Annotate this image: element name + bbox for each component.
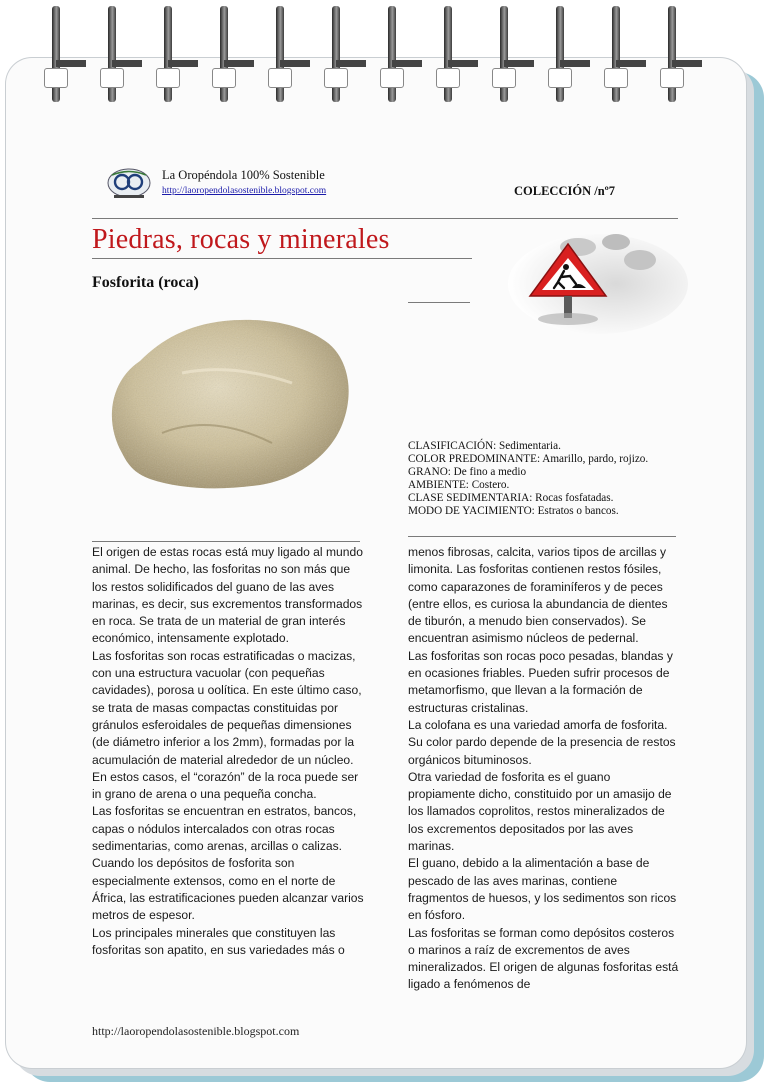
property-environment: AMBIENTE: Costero.	[408, 479, 510, 491]
spiral-ring	[440, 6, 454, 102]
column2-divider	[408, 536, 676, 537]
paragraph: Las fosforitas se forman como depósitos costeros o marinos a raíz de excrementos de aves mineralizados. El origen de algunas fosforitas está ligado a fenómenos de	[408, 925, 679, 992]
paragraph: Las fosforitas son rocas poco pesadas, blandas y en ocasiones friables. Pueden sufrir procesos de metamorfismo, que llevan a la formación de estructuras cristalinas.	[408, 648, 673, 715]
collection-number: COLECCIÓN /nº7	[514, 184, 616, 198]
body-column-right	[408, 544, 680, 994]
spiral-ring	[216, 6, 230, 102]
paragraph: Otra variedad de fosforita es el guano propiamente dicho, constituido por un amasijo de los llamados coprolitos, restos mineralizados de los excrementos depositados por las aves marinas.	[408, 769, 672, 854]
footer-url: http://laoropendolasostenible.blogspot.com	[92, 1024, 300, 1038]
paragraph: El guano, debido a la alimentación a base de pescado de las aves marinas, contiene fragmentos de huesos, y los sedimentos son ricos en fósforo.	[408, 856, 677, 923]
column1-divider	[92, 541, 360, 542]
spiral-ring	[272, 6, 286, 102]
paragraph: Los principales minerales que constituyen las fosforitas son apatito, en sus variedades más o	[92, 925, 345, 957]
spiral-ring	[104, 6, 118, 102]
spiral-ring	[48, 6, 62, 102]
spiral-binding	[0, 0, 768, 110]
oropendola-logo-icon	[104, 166, 154, 202]
spiral-ring	[608, 6, 622, 102]
page-title: Piedras, rocas y minerales	[92, 224, 390, 255]
spiral-ring	[328, 6, 342, 102]
rock-properties	[408, 440, 688, 518]
header-divider	[92, 218, 678, 219]
property-color: COLOR PREDOMINANTE: Amarillo, pardo, rojizo.	[408, 453, 649, 465]
spiral-ring	[664, 6, 678, 102]
brand-url-link[interactable]: http://laoropendolasostenible.blogspot.com	[162, 186, 327, 196]
rock-name: Fosforita (roca)	[92, 274, 199, 291]
spiral-ring	[384, 6, 398, 102]
title-divider	[92, 258, 472, 259]
spiral-ring	[552, 6, 566, 102]
paragraph: El origen de estas rocas está muy ligado al mundo animal. De hecho, las fosforitas no son más que los restos solidificados del guano de las aves marinas, es decir, sus excrementos transformados en roca. Se trata de un material de gran interés económico, intensamente explotado.	[92, 545, 363, 646]
paragraph: Las fosforitas son rocas estratificadas o macizas, con una estructura vacuolar (con pequeñas cavidades), porosa u oolítica. En este último caso, se trata de masas compactas constituidas por gránulos esferoidales de pequeñas dimensiones (de diámetro inferior a los 2mm), formadas por la acumulación de material alrededor de un núcleo. En estos casos, el “corazón” de la roca puede ser in grano de arena o una pequeña concha.	[92, 648, 362, 802]
property-grain: GRANO: De fino a medio	[408, 466, 527, 478]
spiral-ring	[496, 6, 510, 102]
body-column-left	[92, 544, 364, 959]
short-divider	[408, 302, 470, 303]
roadwork-sign-icon	[468, 222, 688, 340]
document-header	[104, 160, 684, 220]
phosphorite-rock-image	[92, 303, 360, 493]
property-deposit-mode: MODO DE YACIMIENTO: Estratos o bancos.	[408, 505, 619, 517]
brand-name: La Oropéndola 100% Sostenible	[162, 168, 325, 182]
spiral-ring	[160, 6, 174, 102]
paragraph: Las fosforitas se encuentran en estratos, bancos, capas o nódulos intercalados con otras rocas sedimentarias, como arenas, arcillas o calizas. Cuando los depósitos de fosforita son especialmente extensos, como en el norte de África, las estratificaciones pueden alcanzar varios metros de espesor.	[92, 804, 364, 923]
property-sedimentary-class: CLASE SEDIMENTARIA: Rocas fosfatadas.	[408, 492, 614, 504]
paragraph: La colofana es una variedad amorfa de fosforita. Su color pardo depende de la presencia de restos orgánicos bituminosos.	[408, 717, 676, 767]
property-classification: CLASIFICACIÓN: Sedimentaria.	[408, 440, 561, 452]
paragraph: menos fibrosas, calcita, varios tipos de arcillas y limonita. Las fosforitas contienen restos fósiles, como caparazones de foraminíferos y de peces (entre ellos, es curiosa la abundancia de dientes de tiburón, a menudo bien conservados). Se encuentran asimismo núcleos de pedernal.	[408, 545, 668, 646]
